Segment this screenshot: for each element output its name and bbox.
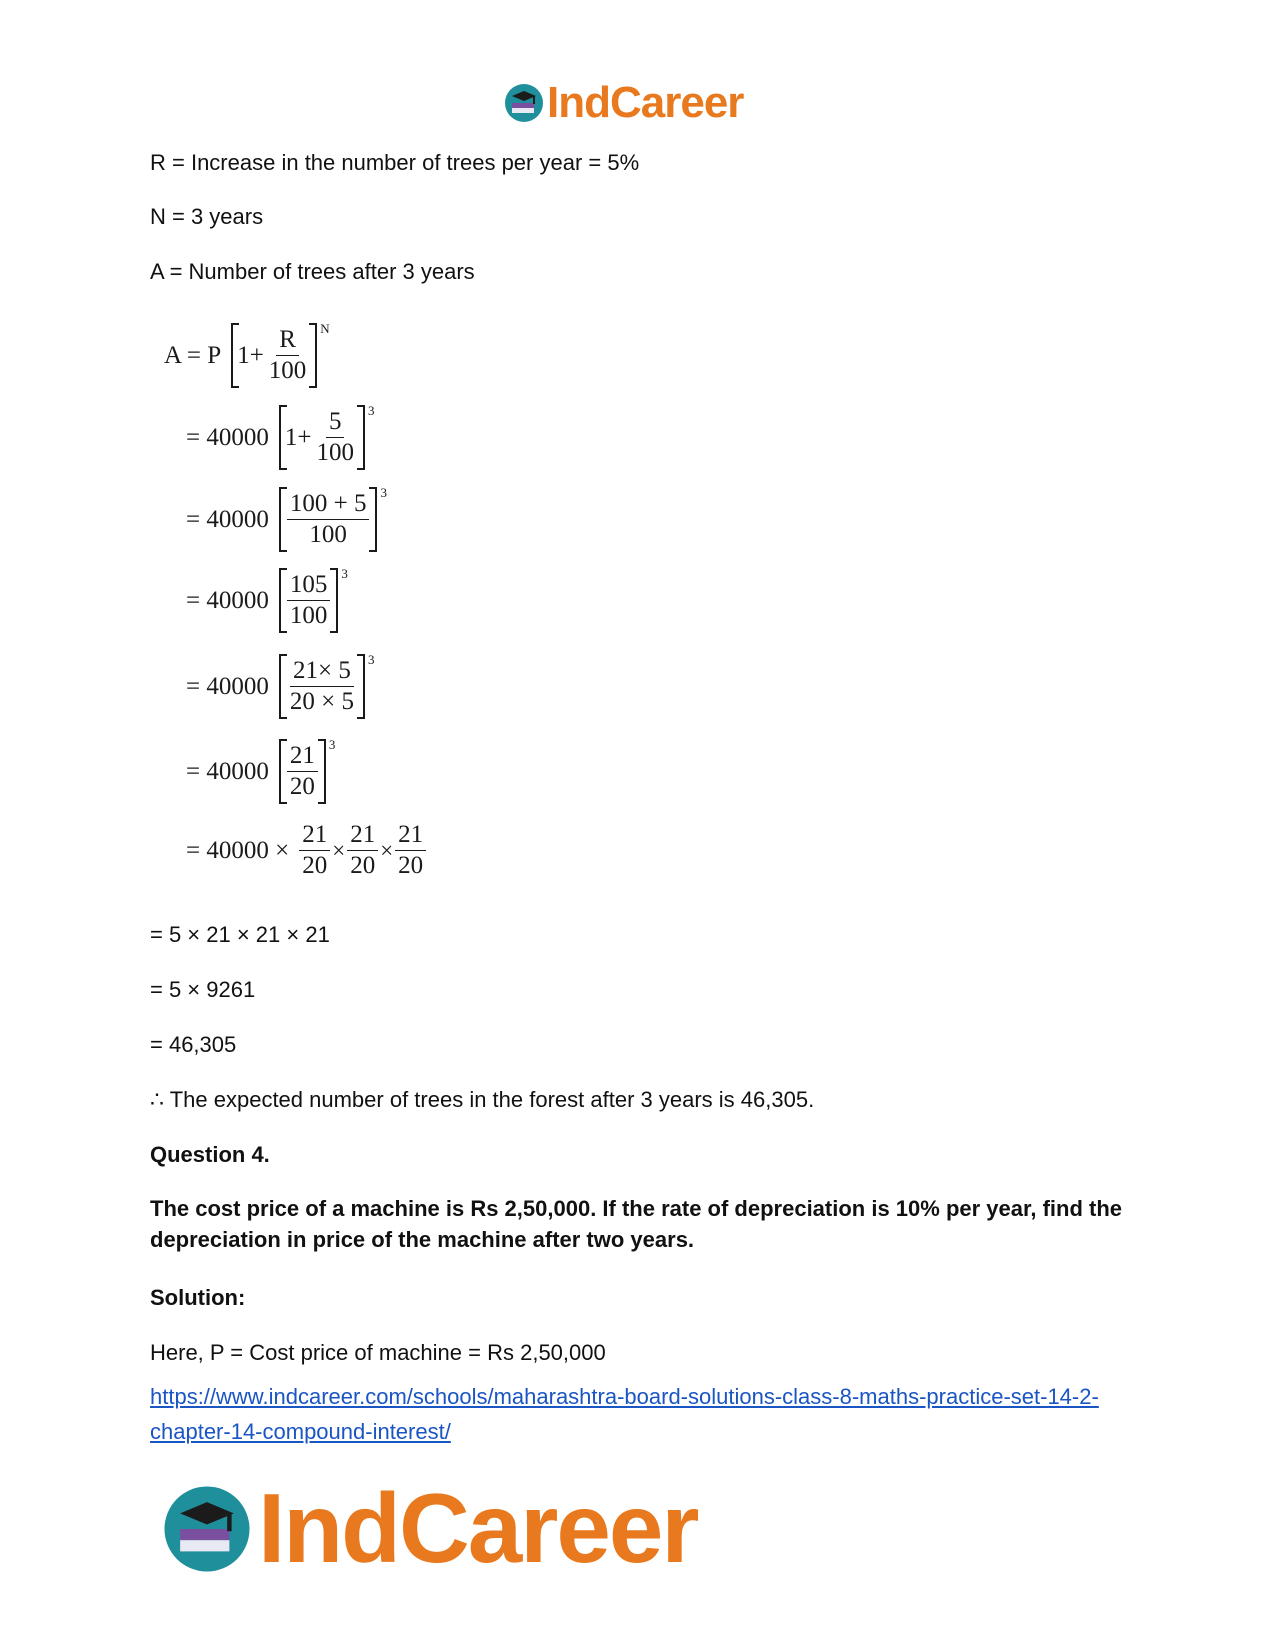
exponent: 3 bbox=[367, 652, 375, 667]
frac-num: 21 bbox=[287, 741, 318, 772]
graduation-book-icon bbox=[160, 1482, 254, 1576]
frac-den: 100 bbox=[309, 521, 347, 548]
exponent: N bbox=[320, 321, 330, 336]
frac-num: 21 bbox=[299, 820, 330, 851]
frac-den: 20 bbox=[289, 773, 315, 800]
eq-40000: = 40000 bbox=[186, 757, 269, 785]
solution-label: Solution: bbox=[150, 1285, 246, 1310]
frac-num: 21 bbox=[347, 820, 378, 851]
eq-40000: = 40000 bbox=[186, 672, 269, 700]
eq-40000: = 40000 bbox=[186, 586, 269, 614]
given-a: A = Number of trees after 3 years bbox=[150, 259, 475, 284]
frac-num: 21× 5 bbox=[290, 656, 354, 687]
formula-row-5 bbox=[186, 737, 336, 802]
frac-num: 105 bbox=[287, 570, 331, 601]
times-sign: × bbox=[380, 837, 394, 863]
frac-num: 5 bbox=[326, 407, 345, 438]
frac-num: 21 bbox=[395, 820, 426, 851]
eq-40000-times: = 40000 × bbox=[186, 836, 290, 864]
frac-den: 100 bbox=[289, 602, 328, 629]
formula-row-4 bbox=[186, 652, 375, 717]
frac-den: 100 bbox=[268, 357, 307, 384]
times-sign: × bbox=[332, 837, 346, 863]
one-plus: 1+ bbox=[237, 341, 264, 369]
formula-row-3 bbox=[186, 566, 348, 631]
work-line-2: = 5 × 9261 bbox=[150, 977, 256, 1002]
solution-given-p: Here, P = Cost price of machine = Rs 2,50,000 bbox=[150, 1340, 606, 1365]
conclusion: ∴ The expected number of trees in the forest after 3 years is 46,305. bbox=[150, 1087, 815, 1112]
formula-lhs: A = P bbox=[164, 341, 222, 369]
work-line-3: = 46,305 bbox=[150, 1032, 237, 1057]
given-n: N = 3 years bbox=[150, 204, 264, 229]
question-text: The cost price of a machine is Rs 2,50,000. If the rate of depreciation is 10% per year, find the depreciation in price of the machine after two years. bbox=[150, 1196, 1123, 1252]
exponent: 3 bbox=[367, 403, 375, 418]
frac-den: 100 bbox=[316, 439, 354, 466]
footer-logo bbox=[160, 1472, 698, 1585]
exponent: 3 bbox=[380, 485, 387, 500]
frac-den: 20 bbox=[302, 852, 328, 879]
formula-row-2 bbox=[186, 485, 387, 550]
frac-den: 20 × 5 bbox=[289, 688, 354, 715]
formula-row-6 bbox=[186, 820, 428, 881]
logo-text: IndCareer bbox=[258, 1473, 698, 1583]
source-url-link[interactable]: https://www.indcareer.com/schools/maharashtra-board-solutions-class-8-maths-practice-set-14-2-chapter-14-compound-interest/ bbox=[150, 1384, 1099, 1444]
formula-row-general bbox=[164, 321, 330, 386]
graduation-book-icon bbox=[503, 82, 545, 124]
one-plus: 1+ bbox=[284, 423, 312, 451]
question-title: Question 4. bbox=[150, 1142, 270, 1167]
exponent: 3 bbox=[328, 737, 336, 752]
given-r: R = Increase in the number of trees per year = 5% bbox=[150, 150, 640, 175]
frac-den: 20 bbox=[398, 852, 424, 879]
formula-row-1 bbox=[186, 403, 375, 468]
frac-num: R bbox=[276, 325, 299, 356]
logo-text: IndCareer bbox=[547, 78, 744, 127]
header-logo bbox=[503, 78, 743, 128]
frac-den: 20 bbox=[350, 852, 376, 879]
eq-40000: = 40000 bbox=[186, 505, 269, 533]
exponent: 3 bbox=[341, 566, 348, 581]
frac-num: 100 + 5 bbox=[287, 489, 370, 520]
eq-40000: = 40000 bbox=[186, 423, 269, 451]
work-line-1: = 5 × 21 × 21 × 21 bbox=[150, 922, 330, 947]
